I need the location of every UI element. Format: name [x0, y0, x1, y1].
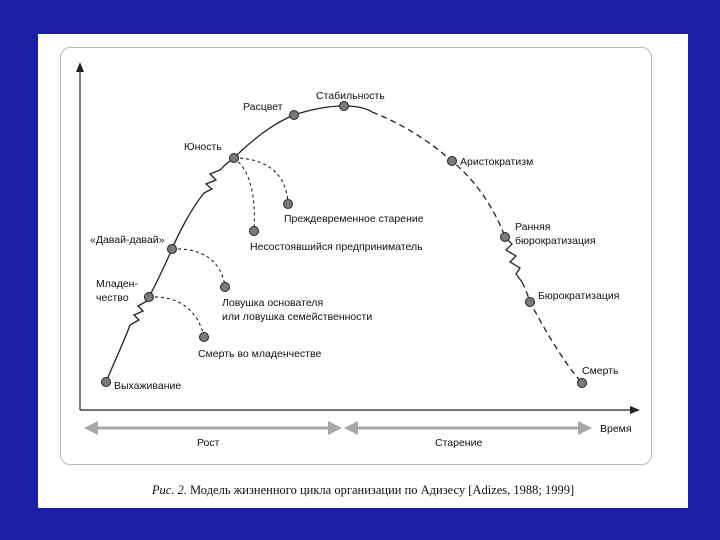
x-axis-arrow	[630, 406, 640, 414]
label-death: Смерть	[582, 365, 619, 377]
dot-premature-aging	[284, 200, 293, 209]
branch-founder-trap	[172, 249, 225, 286]
dot-stability	[340, 102, 349, 111]
lifecycle-curve-prime	[234, 106, 372, 158]
label-infant-mortality: Смерть во младенчестве	[198, 348, 322, 360]
figure-caption	[38, 483, 688, 498]
dot-founder-trap	[221, 283, 230, 292]
dot-prime	[290, 111, 299, 120]
zigzag-infancy	[130, 297, 149, 325]
caption-fig-label: Рис. 2.	[151, 483, 187, 497]
growth-arrow	[84, 421, 342, 435]
label-infancy-1: Младен-	[96, 278, 138, 290]
label-prime: Расцвет	[243, 101, 283, 113]
branch-infant-mortality	[149, 297, 204, 336]
label-adolescence: Юность	[184, 141, 222, 153]
label-gogo: «Давай-давай»	[90, 234, 165, 246]
label-aristocracy: Аристократизм	[460, 156, 534, 168]
zigzag-adolescence	[204, 158, 234, 193]
label-early-bureaucracy-1: Ранняя	[515, 221, 551, 233]
label-stability: Стабильность	[316, 90, 385, 102]
label-premature-aging: Преждевременное старение	[284, 213, 424, 225]
axis-label-aging: Старение	[435, 437, 483, 449]
lifecycle-curve-growth	[106, 325, 130, 382]
y-axis-arrow	[76, 62, 84, 72]
label-early-bureaucracy-2: бюрократизация	[515, 235, 596, 247]
branch-premature-aging	[234, 158, 288, 203]
label-unfulfilled-entrepreneur: Несостоявшийся предприниматель	[250, 241, 423, 253]
label-courtship: Выхаживание	[114, 380, 182, 392]
dot-infant-mortality	[200, 333, 209, 342]
dot-infancy	[145, 293, 154, 302]
label-bureaucracy: Бюрократизация	[538, 290, 620, 302]
dot-gogo	[168, 245, 177, 254]
aging-arrow	[344, 421, 592, 435]
dot-early-bureaucracy	[501, 233, 510, 242]
label-founder-trap-1: Ловушка основателя	[222, 297, 324, 309]
dot-aristocracy	[448, 157, 457, 166]
axis-label-growth: Рост	[197, 437, 220, 449]
axis-label-time: Время	[600, 423, 632, 435]
dot-bureaucracy	[526, 298, 535, 307]
branch-unfulfilled-entrepreneur	[234, 158, 254, 230]
label-founder-trap-2: или ловушка семейственности	[222, 311, 373, 323]
dot-death	[578, 379, 587, 388]
dot-unfulfilled-entrepreneur	[250, 227, 259, 236]
label-infancy-2: чество	[96, 292, 129, 304]
dot-adolescence	[230, 154, 239, 163]
caption-text: Модель жизненного цикла организации по Адизесу [Adizes, 1988; 1999]	[190, 483, 575, 497]
dot-courtship	[102, 378, 111, 387]
